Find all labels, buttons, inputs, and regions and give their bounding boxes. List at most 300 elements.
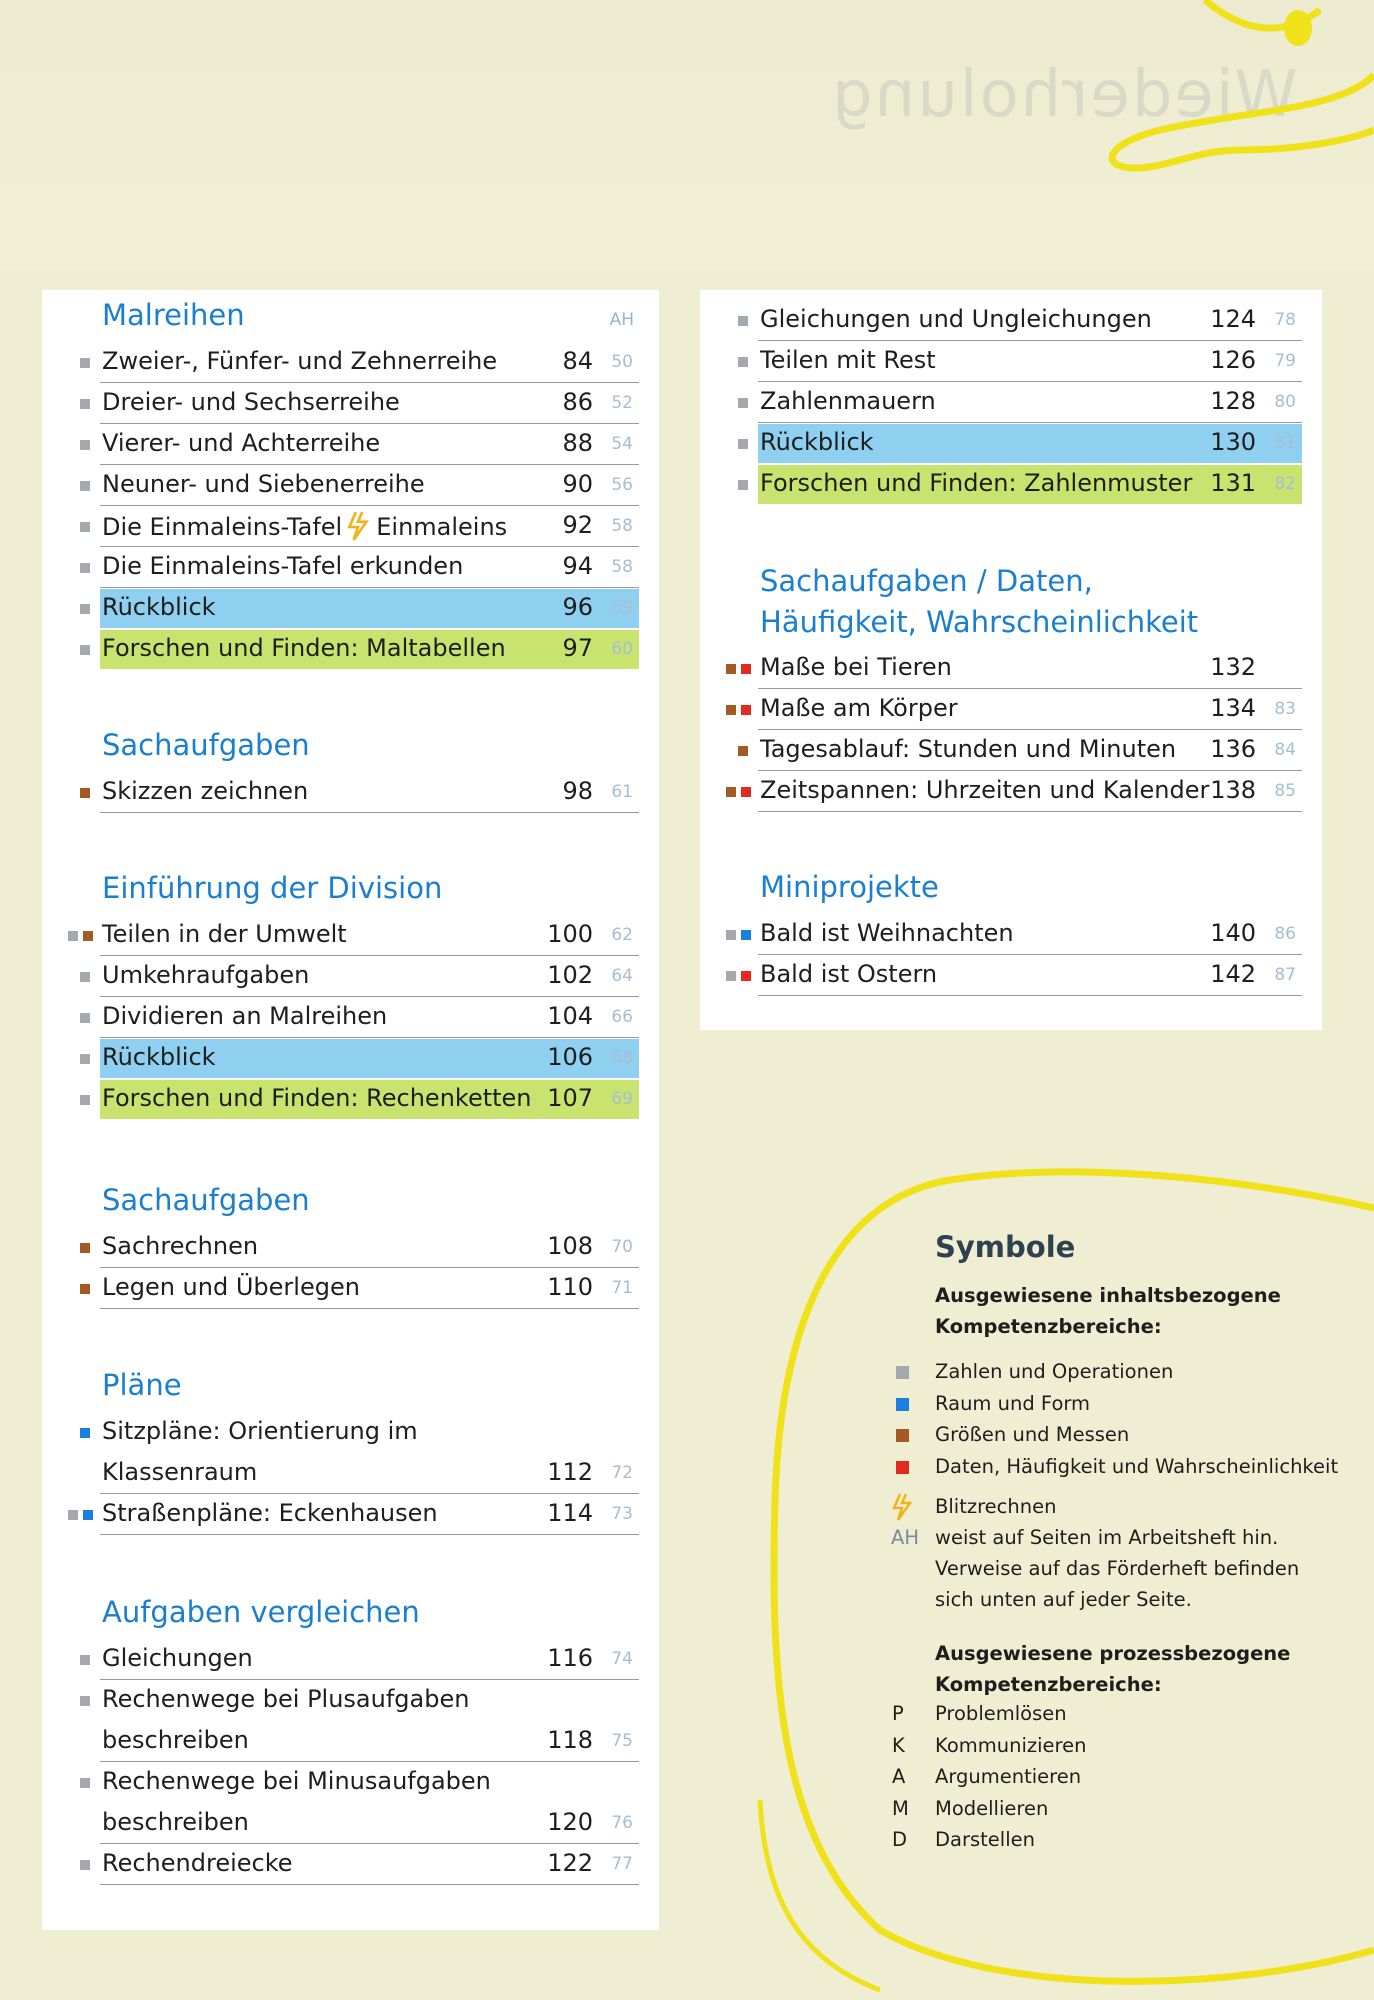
toc-entry[interactable] xyxy=(42,1639,659,1680)
brown-square-icon xyxy=(896,1429,909,1442)
workbook-page: 86 xyxy=(1274,924,1296,944)
page-number: 90 xyxy=(562,470,593,498)
workbook-page: 58 xyxy=(611,557,633,577)
brown-square-icon xyxy=(83,931,93,941)
entry-underline xyxy=(100,812,639,813)
entry-label xyxy=(102,1685,469,1713)
workbook-page: 68 xyxy=(611,1048,633,1068)
entry-label xyxy=(102,1458,257,1486)
grey-square-icon xyxy=(80,1655,90,1665)
section-title: Sachaufgaben xyxy=(102,1183,310,1217)
workbook-page: 87 xyxy=(1274,965,1296,985)
toc-entry[interactable] xyxy=(42,1268,659,1309)
red-square-icon xyxy=(896,1461,909,1474)
entry-label xyxy=(102,1273,360,1301)
legend-process-label: Kommunizieren xyxy=(935,1733,1087,1757)
entry-label xyxy=(102,1232,258,1260)
entry-label xyxy=(102,552,463,580)
legend-blitz-label: Blitzrechnen xyxy=(935,1495,1057,1518)
toc-entry[interactable] xyxy=(42,997,659,1038)
entry-label xyxy=(760,776,1209,804)
workbook-page: 66 xyxy=(611,1007,633,1027)
competence-markers xyxy=(52,915,100,956)
legend-item-label: Größen und Messen xyxy=(935,1423,1130,1446)
entry-label-text: Teilen in der Umwelt xyxy=(102,920,347,948)
page-number: 88 xyxy=(562,429,593,457)
section-title-line-2: Häufigkeit, Wahrscheinlichkeit xyxy=(760,605,1199,639)
page-number: 84 xyxy=(562,347,593,375)
competence-markers xyxy=(52,588,100,629)
blue-square-icon xyxy=(896,1398,909,1411)
entry-label-text: Gleichungen und Ungleichungen xyxy=(760,305,1152,333)
competence-markers xyxy=(52,465,100,506)
competence-markers xyxy=(52,1038,100,1079)
red-square-icon xyxy=(741,664,751,674)
grey-square-icon xyxy=(80,1696,90,1706)
entry-label-text: Bald ist Weihnachten xyxy=(760,919,1014,947)
competence-markers xyxy=(52,383,100,424)
entry-label-text: Zeitspannen: Uhrzeiten und Kalender xyxy=(760,776,1210,804)
grey-square-icon xyxy=(80,522,90,532)
legend-content-heading-1: Ausgewiesene inhaltsbezogene xyxy=(935,1284,1281,1307)
entry-label xyxy=(102,777,308,805)
toc-entry[interactable] xyxy=(42,1227,659,1268)
entry-label xyxy=(102,1084,532,1112)
toc-entry[interactable] xyxy=(42,547,659,588)
page-number: 102 xyxy=(547,961,593,989)
workbook-page: 84 xyxy=(1274,740,1296,760)
legend-process-key: M xyxy=(892,1796,909,1820)
section-title: Malreihen xyxy=(102,298,245,332)
page-number: 128 xyxy=(1210,387,1256,415)
toc-entry[interactable] xyxy=(42,1453,659,1494)
entry-label-text: Rechenwege bei Minusaufgaben xyxy=(102,1767,491,1795)
competence-markers xyxy=(52,342,100,383)
entry-label-text: Vierer- und Achterreihe xyxy=(102,429,381,457)
entry-label xyxy=(102,920,347,948)
competence-markers xyxy=(710,771,758,812)
competence-markers xyxy=(710,341,758,382)
competence-markers xyxy=(52,547,100,588)
entry-label-text: Neuner- und Siebenerreihe xyxy=(102,470,425,498)
page-number: 124 xyxy=(1210,305,1256,333)
toc-entry[interactable] xyxy=(42,772,659,813)
legend-process-key: K xyxy=(892,1733,905,1757)
grey-square-icon xyxy=(738,357,748,367)
entry-label xyxy=(102,593,216,621)
workbook-page: 59 xyxy=(611,598,633,618)
ghost-heading: Wiederholung xyxy=(830,58,1298,132)
toc-entry[interactable] xyxy=(700,464,1322,505)
entry-label xyxy=(760,387,936,415)
toc-entry[interactable] xyxy=(42,383,659,424)
workbook-page: 74 xyxy=(611,1649,633,1669)
toc-entry[interactable] xyxy=(42,465,659,506)
workbook-column-header: AH xyxy=(609,310,634,330)
entry-label-text: Zweier-, Fünfer- und Zehnerreihe xyxy=(102,347,498,375)
entry-label-text: Sachrechnen xyxy=(102,1232,259,1260)
toc-entry[interactable] xyxy=(700,648,1322,689)
legend-process-heading-2: Kompetenzbereiche: xyxy=(935,1673,1162,1696)
competence-markers xyxy=(52,1494,100,1535)
workbook-page: 72 xyxy=(611,1463,633,1483)
brown-square-icon xyxy=(726,787,736,797)
grey-square-icon xyxy=(68,931,78,941)
toc-entry[interactable] xyxy=(700,689,1322,730)
toc-entry[interactable] xyxy=(42,1680,659,1721)
section-title: Einführung der Division xyxy=(102,871,443,905)
entry-label-text: Legen und Überlegen xyxy=(102,1273,360,1301)
legend-title: Symbole xyxy=(935,1230,1076,1264)
page-number: 110 xyxy=(547,1273,593,1301)
entry-label xyxy=(760,428,874,456)
legend-ah-text-1: weist auf Seiten im Arbeitsheft hin. xyxy=(935,1526,1279,1549)
page-number: 126 xyxy=(1210,346,1256,374)
grey-square-icon xyxy=(80,1095,90,1105)
toc-right-panel xyxy=(700,290,1322,1030)
page-number: 94 xyxy=(562,552,593,580)
section-title: Aufgaben vergleichen xyxy=(102,1595,420,1629)
page-number: 116 xyxy=(547,1644,593,1672)
workbook-page: 69 xyxy=(611,1089,633,1109)
entry-label xyxy=(102,1499,438,1527)
page-number: 131 xyxy=(1210,469,1256,497)
page-number: 134 xyxy=(1210,694,1256,722)
page-number: 104 xyxy=(547,1002,593,1030)
entry-label xyxy=(760,346,936,374)
grey-square-icon xyxy=(80,399,90,409)
grey-square-icon xyxy=(80,481,90,491)
grey-square-icon xyxy=(80,1778,90,1788)
legend-process-key: D xyxy=(892,1828,908,1851)
legend-ah-key: AH xyxy=(891,1526,920,1549)
entry-label xyxy=(102,1726,249,1754)
grey-square-icon xyxy=(80,1013,90,1023)
entry-label-text: Skizzen zeichnen xyxy=(102,777,309,805)
workbook-page: 76 xyxy=(611,1813,633,1833)
competence-markers xyxy=(52,506,100,547)
entry-label-text: Forschen und Finden: Rechenketten xyxy=(102,1084,532,1112)
grey-square-icon xyxy=(738,398,748,408)
workbook-page: 56 xyxy=(611,475,633,495)
grey-square-icon xyxy=(726,930,736,940)
page-number: 107 xyxy=(547,1084,593,1112)
competence-markers xyxy=(52,1079,100,1120)
page-number: 114 xyxy=(547,1499,593,1527)
toc-entry[interactable] xyxy=(42,956,659,997)
entry-label xyxy=(102,429,380,457)
page-number: 118 xyxy=(547,1726,593,1754)
competence-markers xyxy=(52,772,100,813)
workbook-page: 54 xyxy=(611,434,633,454)
grey-square-icon xyxy=(738,480,748,490)
grey-square-icon xyxy=(68,1510,78,1520)
page-number: 138 xyxy=(1210,776,1256,804)
competence-markers xyxy=(52,1412,100,1453)
entry-label xyxy=(102,1767,491,1795)
workbook-page: 50 xyxy=(611,352,633,372)
brown-square-icon xyxy=(726,664,736,674)
toc-entry[interactable] xyxy=(42,629,659,670)
section-title: Sachaufgaben xyxy=(102,728,310,762)
toc-entry[interactable] xyxy=(700,771,1322,812)
toc-entry[interactable] xyxy=(42,1494,659,1535)
toc-entry[interactable] xyxy=(42,342,659,383)
entry-label-text: Bald ist Ostern xyxy=(760,960,938,988)
brown-square-icon xyxy=(738,746,748,756)
page-number: 112 xyxy=(547,1458,593,1486)
grey-square-icon xyxy=(80,1054,90,1064)
entry-underline xyxy=(100,1884,639,1885)
entry-label xyxy=(760,960,937,988)
entry-label-text: beschreiben xyxy=(102,1726,249,1754)
toc-entry[interactable] xyxy=(700,955,1322,996)
toc-left-panel xyxy=(42,290,659,1930)
entry-label-text: Die Einmaleins-Tafel erkunden xyxy=(102,552,464,580)
competence-markers xyxy=(710,689,758,730)
page-number: 136 xyxy=(1210,735,1256,763)
competence-markers xyxy=(710,648,758,689)
page-number: 130 xyxy=(1210,428,1256,456)
legend-process-label: Argumentieren xyxy=(935,1765,1082,1788)
entry-label xyxy=(102,1644,253,1672)
competence-markers xyxy=(52,1680,100,1721)
page-number: 122 xyxy=(547,1849,593,1877)
workbook-page: 78 xyxy=(1274,310,1296,330)
entry-underline xyxy=(758,811,1302,812)
entry-label xyxy=(102,1043,216,1071)
competence-markers xyxy=(52,1844,100,1885)
toc-entry[interactable] xyxy=(700,382,1322,423)
grey-square-icon xyxy=(738,316,748,326)
toc-entry[interactable] xyxy=(700,341,1322,382)
entry-label-text: Teilen mit Rest xyxy=(760,346,936,374)
entry-label-text: Rechenwege bei Plusaufgaben xyxy=(102,1685,470,1713)
legend-process-label: Problemlösen xyxy=(935,1702,1067,1725)
red-square-icon xyxy=(741,971,751,981)
brown-square-icon xyxy=(80,1243,90,1253)
entry-label xyxy=(760,694,958,722)
workbook-page: 85 xyxy=(1274,781,1296,801)
workbook-page: 71 xyxy=(611,1278,633,1298)
red-square-icon xyxy=(741,705,751,715)
entry-label-text: Rückblick xyxy=(102,593,216,621)
workbook-page: 61 xyxy=(611,782,633,802)
entry-label xyxy=(760,305,1152,333)
grey-square-icon xyxy=(80,645,90,655)
competence-markers xyxy=(710,382,758,423)
entry-label-text: Umkehraufgaben xyxy=(102,961,310,989)
toc-entry[interactable] xyxy=(42,1803,659,1844)
entry-label-text: Maße am Körper xyxy=(760,694,958,722)
page-number: 132 xyxy=(1210,653,1256,681)
workbook-page: 81 xyxy=(1274,433,1296,453)
section-title: Pläne xyxy=(102,1368,182,1402)
entry-label xyxy=(102,511,507,541)
entry-label xyxy=(102,1808,249,1836)
legend-process-key: P xyxy=(892,1702,904,1725)
legend-process-key: A xyxy=(892,1765,906,1788)
grey-square-icon xyxy=(738,439,748,449)
blitz-icon xyxy=(892,1493,914,1521)
page-number: 140 xyxy=(1210,919,1256,947)
toc-entry[interactable] xyxy=(42,1844,659,1885)
entry-label xyxy=(102,1417,418,1445)
symbol-legend xyxy=(880,1230,1350,1870)
page-number: 142 xyxy=(1210,960,1256,988)
blue-square-icon xyxy=(83,1510,93,1520)
toc-entry[interactable] xyxy=(700,914,1322,955)
competence-markers xyxy=(710,955,758,996)
blue-square-icon xyxy=(741,930,751,940)
legend-process-label: Darstellen xyxy=(935,1828,1035,1851)
workbook-page: 79 xyxy=(1274,351,1296,371)
entry-label xyxy=(760,469,1192,497)
entry-label-text: beschreiben xyxy=(102,1808,249,1836)
entry-label xyxy=(102,1002,387,1030)
workbook-page: 70 xyxy=(611,1237,633,1257)
entry-label-text: Forschen und Finden: Zahlenmuster xyxy=(760,469,1193,497)
entry-label-text: Die Einmaleins-Tafel xyxy=(102,513,343,541)
entry-label-text: Zahlenmauern xyxy=(760,387,936,415)
legend-process-heading-1: Ausgewiesene prozessbezogene xyxy=(935,1642,1291,1665)
toc-entry[interactable] xyxy=(700,423,1322,464)
competence-markers xyxy=(52,1762,100,1803)
blitz-icon xyxy=(347,511,371,541)
grey-square-icon xyxy=(80,563,90,573)
entry-label-text: Klassenraum xyxy=(102,1458,258,1486)
competence-markers xyxy=(710,300,758,341)
competence-markers xyxy=(710,423,758,464)
legend-process-label: Modellieren xyxy=(935,1796,1049,1820)
workbook-page: 60 xyxy=(611,639,633,659)
workbook-page: 77 xyxy=(611,1854,633,1874)
grey-square-icon xyxy=(80,440,90,450)
workbook-page: 62 xyxy=(611,925,633,945)
entry-label xyxy=(102,1849,293,1877)
entry-label xyxy=(760,653,952,681)
toc-entry[interactable] xyxy=(700,300,1322,341)
workbook-page: 73 xyxy=(611,1504,633,1524)
entry-label xyxy=(760,735,1176,763)
workbook-page: 52 xyxy=(611,393,633,413)
entry-label-text: Tagesablauf: Stunden und Minuten xyxy=(760,735,1177,763)
entry-label-text: Rückblick xyxy=(102,1043,216,1071)
grey-square-icon xyxy=(80,1860,90,1870)
legend-ah-text-2: Verweise auf das Förderheft befinden xyxy=(935,1557,1300,1580)
competence-markers xyxy=(52,424,100,465)
red-square-icon xyxy=(741,787,751,797)
entry-label-text: Straßenpläne: Eckenhausen xyxy=(102,1499,438,1527)
section-title: Miniprojekte xyxy=(760,870,939,904)
legend-item-label: Zahlen und Operationen xyxy=(935,1360,1174,1383)
entry-label xyxy=(102,470,425,498)
workbook-page: 80 xyxy=(1274,392,1296,412)
entry-label xyxy=(760,919,1014,947)
entry-label-text: Dividieren an Malreihen xyxy=(102,1002,388,1030)
toc-entry[interactable] xyxy=(42,506,659,547)
entry-label-text: Sitzpläne: Orientierung im xyxy=(102,1417,418,1445)
entry-underline xyxy=(100,1308,639,1309)
page-number: 106 xyxy=(547,1043,593,1071)
competence-markers xyxy=(710,730,758,771)
entry-underline xyxy=(758,995,1302,996)
competence-markers xyxy=(710,464,758,505)
grey-square-icon xyxy=(726,971,736,981)
section-title: Sachaufgaben / Daten, xyxy=(760,564,1093,598)
toc-entry[interactable] xyxy=(42,915,659,956)
entry-label xyxy=(102,961,309,989)
grey-square-icon xyxy=(80,358,90,368)
legend-item-label: Daten, Häufigkeit und Wahrscheinlichkeit xyxy=(935,1454,1339,1478)
page-number: 92 xyxy=(562,511,593,539)
page-number: 96 xyxy=(562,593,593,621)
competence-markers xyxy=(52,1268,100,1309)
brown-square-icon xyxy=(80,1284,90,1294)
workbook-page: 82 xyxy=(1274,474,1296,494)
entry-label xyxy=(102,634,506,662)
competence-markers xyxy=(52,1639,100,1680)
competence-markers xyxy=(52,997,100,1038)
toc-entry[interactable] xyxy=(42,1079,659,1120)
workbook-page: 75 xyxy=(611,1731,633,1751)
brown-square-icon xyxy=(726,705,736,715)
blue-square-icon xyxy=(80,1428,90,1438)
competence-markers xyxy=(52,956,100,997)
page-number: 120 xyxy=(547,1808,593,1836)
grey-square-icon xyxy=(896,1366,909,1379)
grey-square-icon xyxy=(80,972,90,982)
workbook-page: 83 xyxy=(1274,699,1296,719)
entry-underline xyxy=(100,1534,639,1535)
entry-label xyxy=(102,388,400,416)
toc-entry[interactable] xyxy=(700,730,1322,771)
workbook-page: 58 xyxy=(611,516,633,536)
page-number: 98 xyxy=(562,777,593,805)
page-number: 86 xyxy=(562,388,593,416)
workbook-page: 64 xyxy=(611,966,633,986)
toc-entry[interactable] xyxy=(42,1038,659,1079)
entry-label-text: Dreier- und Sechserreihe xyxy=(102,388,400,416)
entry-label-text: Forschen und Finden: Maltabellen xyxy=(102,634,506,662)
page-number: 97 xyxy=(562,634,593,662)
page-number: 100 xyxy=(547,920,593,948)
grey-square-icon xyxy=(80,604,90,614)
entry-label-text: Rückblick xyxy=(760,428,874,456)
brown-square-icon xyxy=(80,788,90,798)
toc-entry[interactable] xyxy=(42,1762,659,1803)
entry-label-text: Gleichungen xyxy=(102,1644,253,1672)
legend-ah-text-3: sich unten auf jeder Seite. xyxy=(935,1588,1192,1611)
legend-item-label: Raum und Form xyxy=(935,1391,1091,1415)
entry-label-text: Rechendreiecke xyxy=(102,1849,293,1877)
competence-markers xyxy=(52,1453,100,1494)
toc-entry[interactable] xyxy=(42,588,659,629)
entry-label-suffix: Einmaleins xyxy=(376,513,508,541)
entry-label xyxy=(102,347,497,375)
legend-content-heading-2: Kompetenzbereiche: xyxy=(935,1315,1162,1338)
competence-markers xyxy=(52,1721,100,1762)
toc-entry[interactable] xyxy=(42,1412,659,1453)
page-number: 108 xyxy=(547,1232,593,1260)
toc-entry[interactable] xyxy=(42,424,659,465)
competence-markers xyxy=(710,914,758,955)
competence-markers xyxy=(52,1227,100,1268)
competence-markers xyxy=(52,1803,100,1844)
toc-entry[interactable] xyxy=(42,1721,659,1762)
entry-label-text: Maße bei Tieren xyxy=(760,653,952,681)
competence-markers xyxy=(52,629,100,670)
